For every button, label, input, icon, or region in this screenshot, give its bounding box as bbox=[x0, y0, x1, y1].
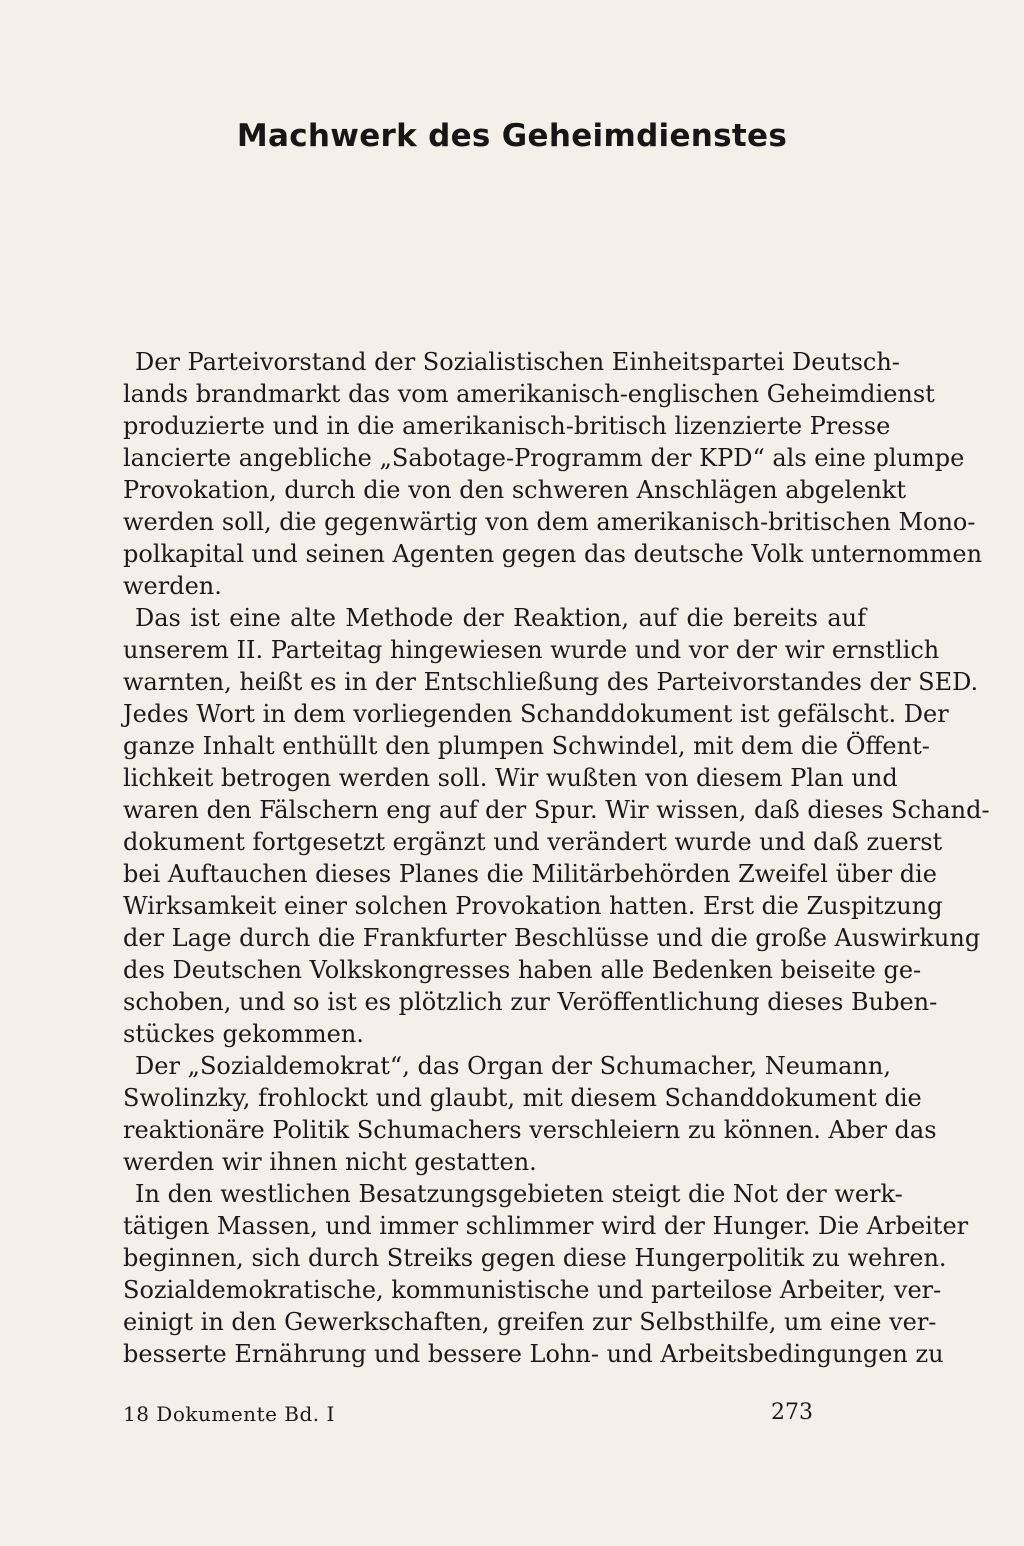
text-line: einigt in den Gewerkschaften, greifen zur Selbsthilfe, um eine ver- bbox=[123, 1308, 937, 1336]
text-line: schoben, und so ist es plötzlich zur Veröffentlichung dieses Buben- bbox=[123, 988, 938, 1016]
text-line: lichkeit betrogen werden soll. Wir wußten von diesem Plan und bbox=[123, 764, 898, 792]
page-title: Machwerk des Geheimdienstes bbox=[236, 118, 788, 154]
text-line: besserte Ernährung und bessere Lohn- und Arbeitsbedingungen zu bbox=[123, 1340, 944, 1368]
text-line: werden wir ihnen nicht gestatten. bbox=[123, 1148, 537, 1176]
text-line: Swolinzky, frohlockt und glaubt, mit diesem Schanddokument die bbox=[123, 1084, 922, 1112]
text-line: Provokation, durch die von den schweren Anschlägen abgelenkt bbox=[123, 476, 906, 504]
text-line: unserem II. Parteitag hingewiesen wurde und vor der wir ernstlich bbox=[123, 636, 940, 664]
text-line: ganze Inhalt enthüllt den plumpen Schwindel, mit dem die Öffent- bbox=[123, 732, 930, 760]
text-line: lands brandmarkt das vom amerikanisch-englischen Geheimdienst bbox=[123, 380, 935, 408]
footer-signature: 18 Dokumente Bd. I bbox=[123, 1402, 335, 1426]
text-line: lancierte angebliche „Sabotage-Programm der KPD“ als eine plumpe bbox=[123, 444, 965, 472]
text-line: Jedes Wort in dem vorliegenden Schanddokument ist gefälscht. Der bbox=[123, 700, 949, 728]
page-number: 273 bbox=[771, 1400, 813, 1425]
text-line: reaktionäre Politik Schumachers verschleiern zu können. Aber das bbox=[123, 1116, 937, 1144]
text-line: bei Auftauchen dieses Planes die Militärbehörden Zweifel über die bbox=[123, 860, 937, 888]
text-line: der Lage durch die Frankfurter Beschlüsse und die große Auswirkung bbox=[123, 924, 981, 952]
text-line: des Deutschen Volkskongresses haben alle Bedenken beiseite ge- bbox=[123, 956, 922, 984]
text-line: stückes gekommen. bbox=[123, 1020, 364, 1048]
text-line: Der „Sozialdemokrat“, das Organ der Schumacher, Neumann, bbox=[135, 1052, 891, 1080]
text-line: Wirksamkeit einer solchen Provokation hatten. Erst die Zuspitzung bbox=[123, 892, 943, 920]
text-line: werden. bbox=[123, 572, 222, 600]
text-line: werden soll, die gegenwärtig von dem amerikanisch-britischen Mono- bbox=[123, 508, 976, 536]
text-line: warnten, heißt es in der Entschließung des Parteivorstandes der SED. bbox=[123, 668, 979, 696]
text-line: In den westlichen Besatzungsgebieten steigt die Not der werk- bbox=[135, 1180, 903, 1208]
text-line: beginnen, sich durch Streiks gegen diese Hungerpolitik zu wehren. bbox=[123, 1244, 947, 1272]
text-line: polkapital und seinen Agenten gegen das deutsche Volk unternommen bbox=[123, 540, 983, 568]
text-line: waren den Fälschern eng auf der Spur. Wir wissen, daß dieses Schand- bbox=[123, 796, 990, 824]
text-line: Das ist eine alte Methode der Reaktion, auf die bereits auf bbox=[135, 604, 866, 632]
text-line: tätigen Massen, und immer schlimmer wird der Hunger. Die Arbeiter bbox=[123, 1212, 969, 1240]
text-line: produzierte und in die amerikanisch-britisch lizenzierte Presse bbox=[123, 412, 891, 440]
text-line: dokument fortgesetzt ergänzt und verändert wurde und daß zuerst bbox=[123, 828, 943, 856]
text-line: Der Parteivorstand der Sozialistischen Einheitspartei Deutsch- bbox=[135, 348, 900, 376]
text-line: Sozialdemokratische, kommunistische und parteilose Arbeiter, ver- bbox=[123, 1276, 942, 1304]
